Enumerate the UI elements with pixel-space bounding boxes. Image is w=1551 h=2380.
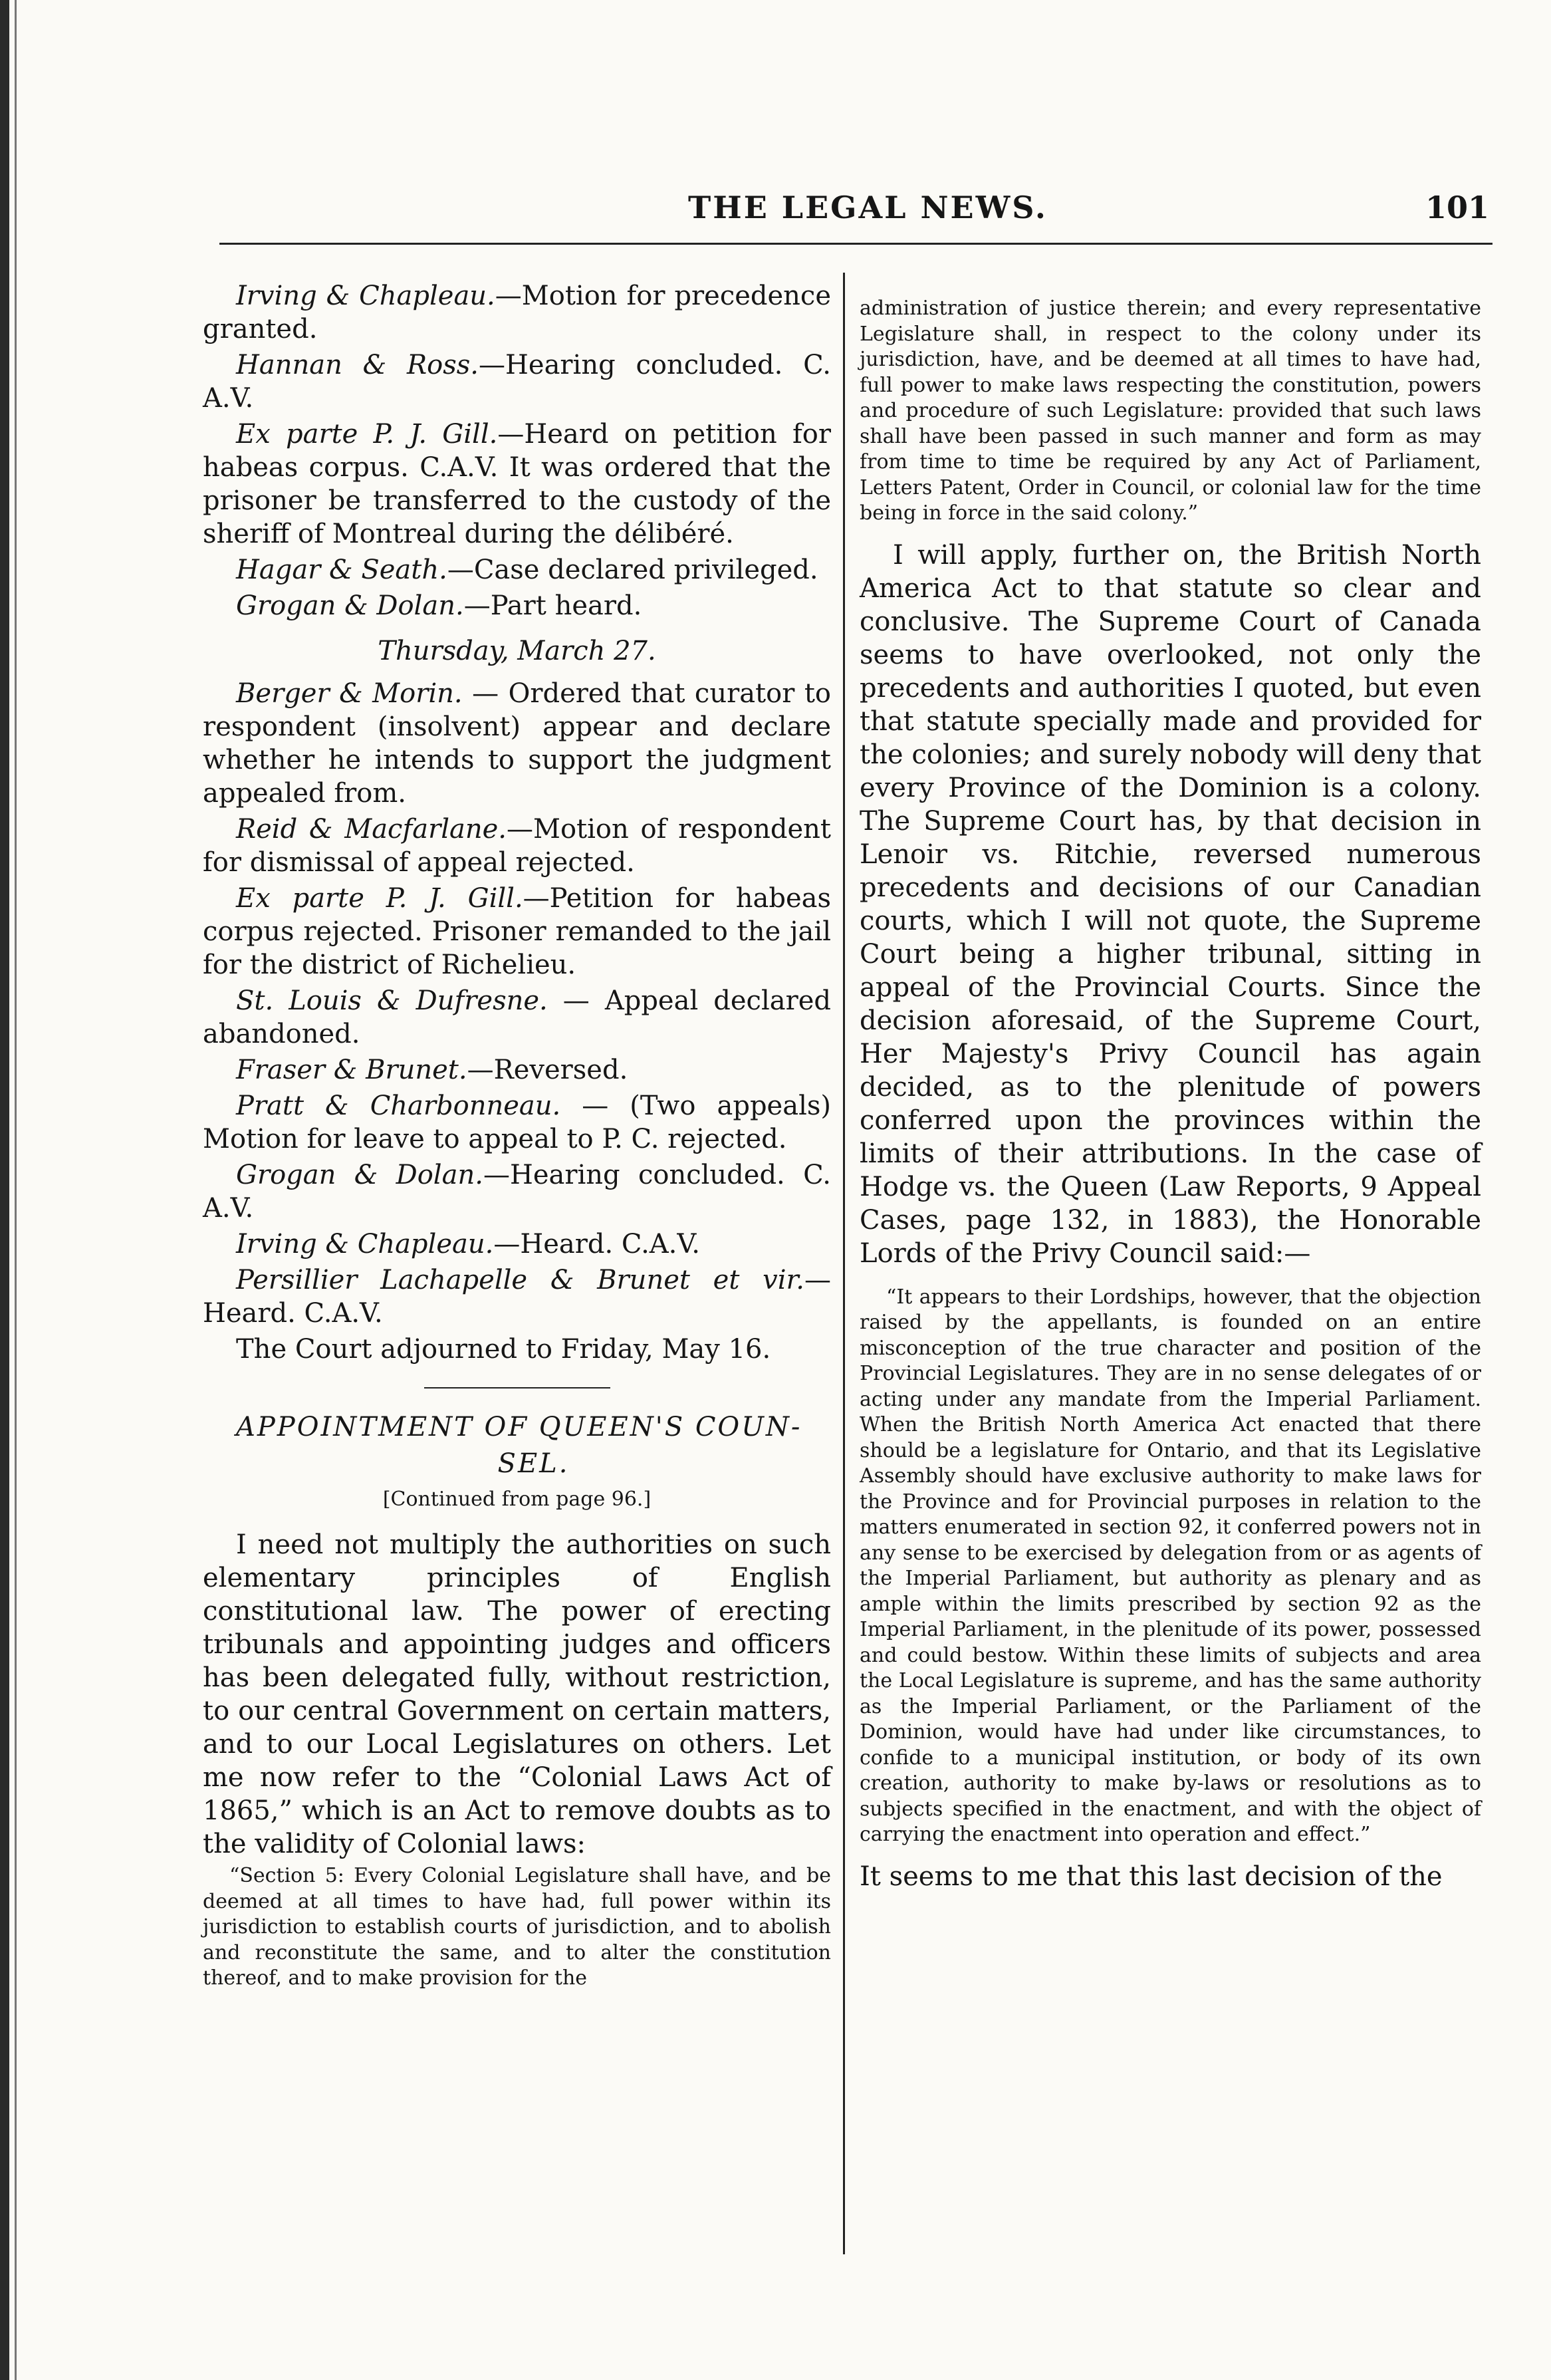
court-entries-2: [203, 677, 831, 1330]
column-divider: [843, 273, 845, 2254]
header-rule: [219, 243, 1492, 245]
court-entry: Hannan & Ross.—Hearing concluded. C. A.V.: [203, 350, 831, 414]
section-title-continued: SEL.: [497, 1448, 570, 1479]
court-entry: Pratt & Charbonneau. — (Two appeals) Motion for leave to appeal to P. C. rejected.: [203, 1091, 831, 1154]
quote-text: “It appears to their Lordships, however, that the objection raised by the appellants, is founded on an entire misconception of the true character and position of the Provincial Legislatures. They are in no sense delegates of or acting under any mandate from the Imperial Parliament. When the British North America Act enacted that there should be a legislature for Ontario, and that its Legislative Assembly should have exclusive authority to make laws for the Province and for Provincial purposes in relation to the matters enumerated in section 92, it conferred powers not in any sense to be exercised by delegation from or as agents of the Imperial Parliament, but authority as plenary and as ample within the limits prescribed by section 92 as the Imperial Parliament, in the plenitude of its power, possessed and could bestow. Within these limits of subjects and area the Local Legislature is supreme, and has the same authority as the Imperial Parliament, or the Parliament of the Dominion, would have had under like circumstances, to confide to a municipal institution, or body of its own creation, authority to make by-laws or resolutions as to subjects specified in the enactment, and with the object of carrying the enactment into operation and effect.”: [860, 1285, 1481, 1846]
body-paragraph: I need not multiply the authorities on such elementary principles of English constitutional law. The power of erecting tribunals and appointing judges and officers has been delegated fully, without restriction, to our central Government on certain matters, and to our Local Legislatures on others. Let me now refer to the “Colonial Laws Act of 1865,” which is an Act to remove doubts as to the validity of Colonial laws:: [203, 1529, 831, 1859]
page-edge-line: [15, 0, 17, 2380]
quote-text: “Section 5: Every Colonial Legislature shall have, and be deemed at all times to have had, full power within its jurisdiction to establish courts of jurisdiction, and to abolish and reconstitute the same, and to alter the constitution thereof, and to make provision for the: [203, 1864, 831, 1990]
court-entry: Irving & Chapleau.—Heard. C.A.V.: [236, 1229, 700, 1259]
section-title: APPOINTMENT OF QUEEN'S COUN-: [236, 1412, 802, 1442]
court-entry: Grogan & Dolan.—Hearing concluded. C. A.V.: [203, 1160, 831, 1224]
court-entry: Irving & Chapleau.—Motion for precedence granted.: [203, 281, 831, 344]
court-entry: Ex parte P. J. Gill.—Petition for habeas corpus rejected. Prisoner remanded to the jail for the district of Richelieu.: [203, 883, 831, 980]
court-entries-1: [203, 279, 831, 622]
statute-quote-continued: [860, 296, 1481, 527]
court-entry: Fraser & Brunet.—Reversed.: [236, 1055, 628, 1085]
court-entry: Grogan & Dolan.—Part heard.: [236, 591, 642, 621]
body-paragraph: It seems to me that this last decision of the: [860, 1861, 1443, 1892]
date-heading: Thursday, March 27.: [378, 636, 656, 666]
quote-text: administration of justice therein; and every representative Legislature shall, in respect to the colony under its jurisdiction, have, and be deemed at all times to have had, full power to make laws respecting the constitution, powers and procedure of such Legislature: provided that such laws shall have been passed in such manner and form as may from time to time be required by any Act of Parliament, Letters Patent, Order in Council, or colonial law for the time being in force in the said colony.”: [860, 297, 1481, 525]
court-entry: Berger & Morin. — Ordered that curator to respondent (insolvent) appear and declare whether he intends to support the judgment appealed from.: [203, 678, 831, 809]
court-entry: Hagar & Seath.—Case declared privileged.: [236, 555, 818, 585]
continued-note: [Continued from page 96.]: [382, 1488, 652, 1511]
page-number: 101: [1425, 190, 1489, 225]
body-text: [860, 539, 1481, 1270]
court-entry: St. Louis & Dufresne. — Appeal declared abandoned.: [203, 986, 831, 1049]
court-entry: Reid & Macfarlane.—Motion of respondent for dismissal of appeal rejected.: [203, 814, 831, 878]
page-header: [199, 190, 1489, 243]
adjournment-note: The Court adjourned to Friday, May 16.: [236, 1334, 771, 1365]
page-edge-shadow: [0, 0, 9, 2380]
section-rule: [424, 1387, 610, 1388]
statute-quote: [203, 1863, 831, 1992]
court-entry: Ex parte P. J. Gill.—Heard on petition for habeas corpus. C.A.V. It was ordered that the prisoner be transferred to the custody of the sheriff of Montreal during the délibéré.: [203, 419, 831, 549]
court-entry: Persillier Lachapelle & Brunet et vir.—Heard. C.A.V.: [203, 1265, 831, 1329]
right-column: [860, 296, 1481, 1896]
body-text-end: [860, 1860, 1481, 1893]
left-column: [203, 279, 831, 1992]
body-paragraph: I will apply, further on, the British North America Act to that statute so clear and conclusive. The Supreme Court of Canada seems to have overlooked, not only the precedents and authorities I quoted, but even that statute specially made and provided for the colonies; and surely nobody will deny that every Province of the Dominion is a colony. The Supreme Court has, by that decision in Lenoir vs. Ritchie, reversed numerous precedents and decisions of our Canadian courts, which I will not quote, the Supreme Court being a higher tribunal, sitting in appeal of the Provincial Courts. Since the decision aforesaid, of the Supreme Court, Her Majesty's Privy Council has again decided, as to the plenitude of powers conferred upon the provinces within the limits of their attributions. In the case of Hodge vs. the Queen (Law Reports, 9 Appeal Cases, page 132, in 1883), the Honorable Lords of the Privy Council said:—: [860, 539, 1481, 1269]
privy-council-quote: [860, 1285, 1481, 1848]
journal-title: THE LEGAL NEWS.: [688, 190, 1048, 225]
